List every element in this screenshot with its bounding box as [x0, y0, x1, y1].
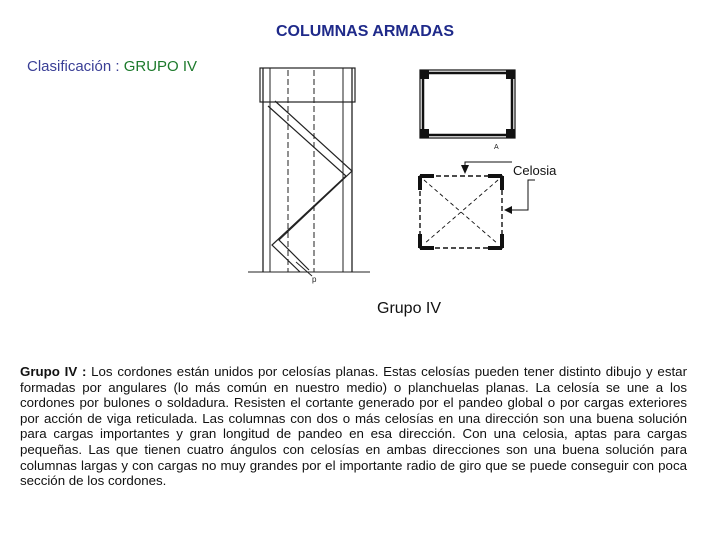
celosia-arrow-top: [465, 162, 512, 168]
celosia-arrow-bottom: [512, 180, 535, 210]
celosia-label: Celosia: [513, 163, 557, 178]
plan-section-bottom: [420, 176, 502, 248]
classification-value: GRUPO IV: [123, 58, 198, 75]
elevation-view: [248, 68, 370, 276]
classification-label: Clasificación :: [27, 58, 124, 75]
figure-caption: Grupo IV: [377, 300, 442, 317]
plan-section-top: [420, 70, 515, 138]
page-title: COLUMNAS ARMADAS: [275, 23, 455, 40]
arrow-head-bottom: [504, 206, 512, 214]
arrow-head-top: [461, 165, 469, 174]
label-p: p: [312, 275, 317, 284]
paragraph-lead: Grupo IV :: [20, 364, 87, 379]
paragraph-text: Los cordones están unidos por celosías planas. Estas celosías pueden tener distinto dibujo y estar formadas por angulares (lo más común en nuestro medio) o planchuelas planas. La celosía se une a los cordones por bulones o soldadura. Resisten el cortante generado por el pandeo global o por cargas exteriores por acción de viga reticulada. Las columnas con dos o más celosías en una dirección son una buena solución para cargas importantes y gran longitud de pandeo en esa dirección. Con una celosia, aptas para cargas pequeñas. Las que tienen cuatro ángulos con celosías en ambas direcciones son una buena solución para columnas largas y con cargas no muy grandes por el importante radio de giro que se puede conseguir con poca sección de los cordones.: [20, 364, 687, 489]
description-paragraph: [20, 364, 687, 489]
label-a: A: [494, 144, 499, 151]
